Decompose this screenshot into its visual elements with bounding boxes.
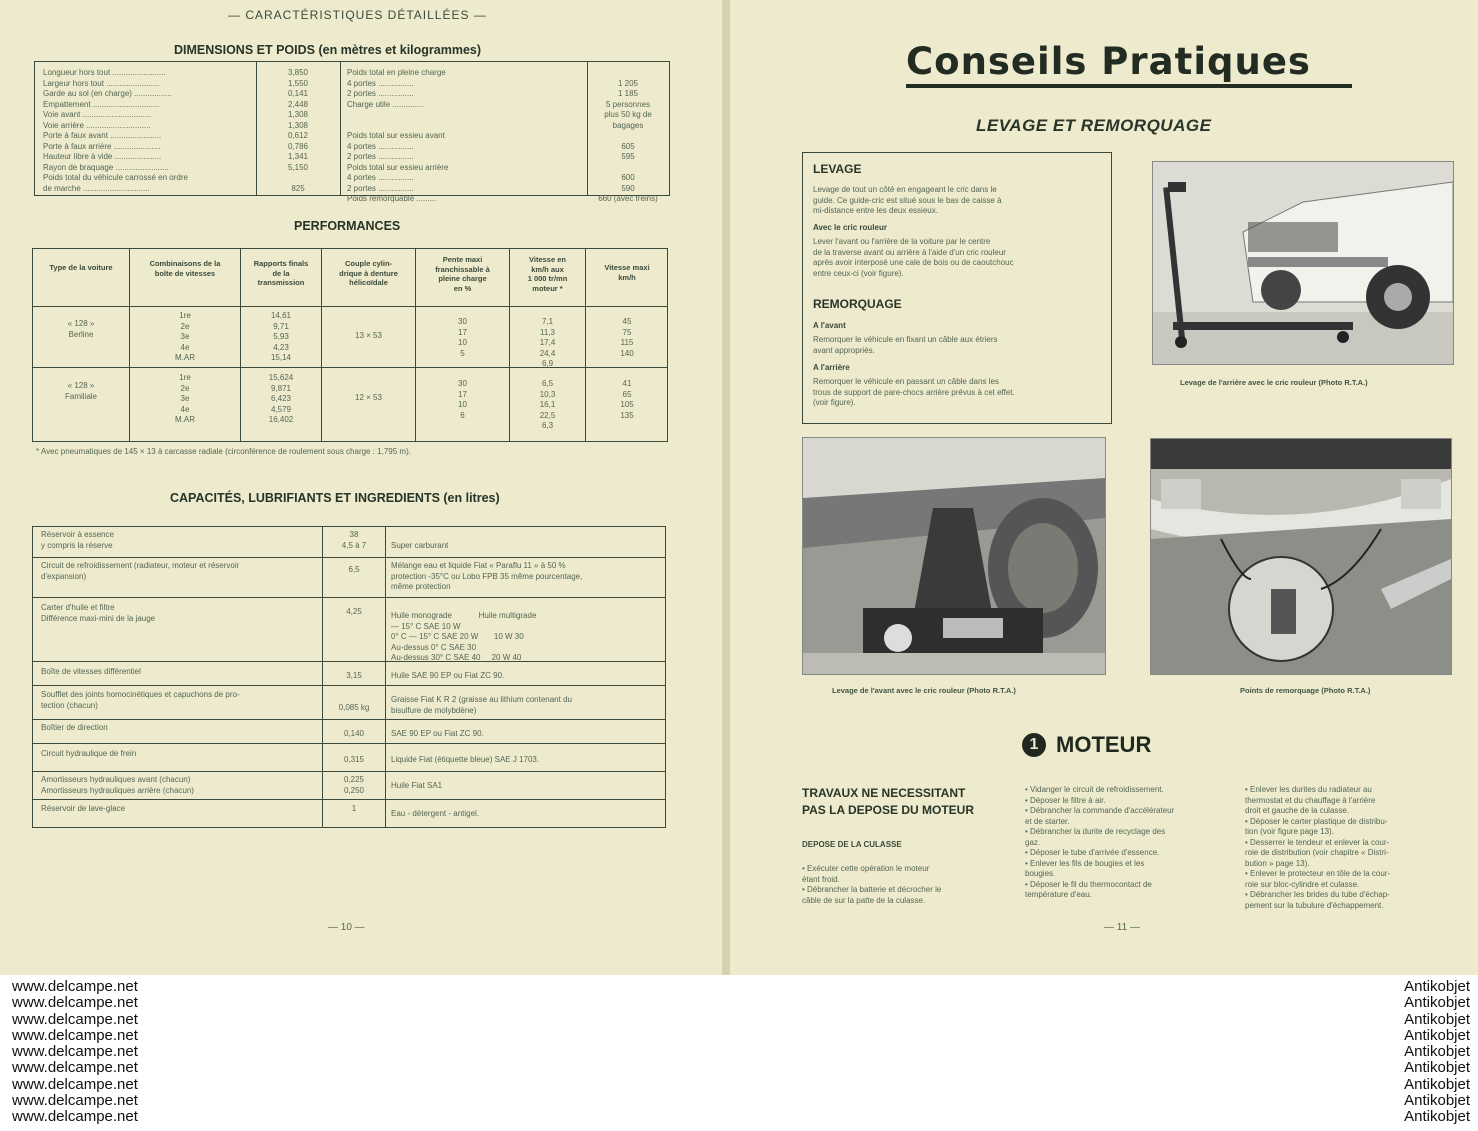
cap-row6-qty: 0,140: [343, 729, 365, 738]
perf-row2-pente: 30 17 10 6: [458, 379, 467, 420]
perf-row2-couple: 12 × 53: [355, 393, 382, 402]
caption-front-lift: Levage de l'avant avec le cric rouleur (Photo R.T.A.): [832, 686, 1016, 695]
cap-row3-label: Carter d'huile et filtre Différence maxi-mini de la jauge: [41, 603, 156, 623]
watermark-antikobjet: Antikobjet Antikobjet Antikobjet Antikobjet Antikobjet Antikobjet Antikobjet Antikobjet Antikobjet: [1404, 978, 1470, 1126]
caption-rear-lift: Levage de l'arrière avec le cric rouleur (Photo R.T.A.): [1180, 378, 1368, 387]
photo-towing-points: [1150, 438, 1452, 675]
cap-row1-label: Réservoir à essence y compris la réserve: [41, 530, 114, 550]
cric-text: Lever l'avant ou l'arrière de la voiture par le centre de la traverse avant ou arrière à l'aide d'un cric rouleur après avoir interposé une cale de bois ou de caoutchouc entre ceux-ci (voir figure).: [813, 237, 1014, 278]
dimensions-title: DIMENSIONS ET POIDS (en mètres et kilogrammes): [174, 43, 482, 57]
performances-title: PERFORMANCES: [294, 219, 401, 233]
page-number-right: — 11 —: [1104, 922, 1140, 933]
perf-row2-type: « 128 » Familiale: [64, 381, 97, 401]
levage-text: Levage de tout un côté en engageant le cric dans le guide. Ce guide-cric est situé sous le bas de caisse à mi-distance entre les deux essieux.: [813, 185, 1002, 215]
capacites-table: [32, 526, 666, 828]
perf-row1-vitesse: 7,1 11,3 17,4 24,4 6,9: [539, 317, 556, 368]
moteur-column-2: • Vidanger le circuit de refroidissement. • Déposer le filtre à air. • Débrancher la commande d'accélérateur et de starter. • Débrancher la durite de recyclage des gaz. • Déposer le tube d'arrivée d'essence. • Enlever les fils de bougies et les bougies. • Déposer le fil du thermocontact de température d'eau.: [1025, 785, 1175, 899]
cap-row2-label: Circuit de refroidissement (radiateur, moteur et réservoir d'expansion): [41, 561, 240, 581]
perf-header-gears: Combinaisons de la boîte de vitesses: [149, 259, 221, 278]
performances-footnote: * Avec pneumatiques de 145 × 13 à carcasse radiale (circonférence de roulement sous charge : 1,795 m).: [36, 447, 411, 456]
cap-row8-qty: 0,225 0,250: [343, 775, 365, 795]
cap-row7-label: Circuit hydraulique de frein: [41, 749, 137, 758]
cap-row5-label: Soufflet des joints homocinétiques et capuchons de pro- tection (chacun): [41, 690, 240, 710]
cric-heading: Avec le cric rouleur: [813, 223, 887, 232]
dims-values-col4: 1 205 1 185 5 personnes plus 50 kg de bagages 605 595 600 590 660 (avec freins): [598, 78, 658, 203]
cap-row9-label: Réservoir de lave-glace: [41, 804, 126, 813]
cap-row4-spec: Huile SAE 90 EP ou Fiat ZC 90.: [391, 671, 505, 680]
cap-row7-spec: Liquide Fiat (étiquette bleue) SAE J 1703.: [391, 755, 540, 764]
page-number-left: — 10 —: [328, 922, 365, 933]
cap-row5-spec: Graisse Fiat K R 2 (graisse au lithium contenant du bisulfure de molybdène): [391, 695, 572, 715]
perf-row2-maxi: 41 65 105 135: [620, 379, 634, 420]
perf-row1-type: « 128 » Berline: [67, 319, 95, 339]
cap-row4-label: Boîte de vitesses différentiel: [41, 667, 141, 676]
remorquage-heading: REMORQUAGE: [813, 297, 902, 311]
perf-header-maxi: Vitesse maxi km/h: [604, 263, 650, 282]
cap-row9-spec: Eau - détergent - antigel.: [391, 809, 480, 818]
perf-header-ratios: Rapports finals de la transmission: [253, 259, 309, 287]
travaux-title: TRAVAUX NE NECESSITANT PAS LA DEPOSE DU MOTEUR: [802, 786, 975, 817]
capacites-title: CAPACITÉS, LUBRIFIANTS ET INGREDIENTS (en litres): [170, 491, 500, 505]
moteur-column-3: • Enlever les durites du radiateur au thermostat et du chauffage à l'arrière droit et gauche de la culasse. • Déposer le carter plastique de distribu- tion (voir figure page 13). • Desserrer le tendeur et enlever la cour- roie de distribution (voir chapitre « Distri- bution » page 13). • Enlever le protecteur en tôle de la cour- roie sur bloc-cylindre et culasse. • Débrancher les brides du tube d'échap- pement sur la tubulure d'échappement.: [1245, 785, 1391, 910]
left-page: [0, 0, 722, 975]
perf-header-couple: Couple cylin- drique à denture hélicoïdale: [339, 259, 398, 287]
cap-row1-qty: 38 4,5 à 7: [341, 530, 367, 550]
avant-heading: A l'avant: [813, 321, 846, 330]
perf-row1-maxi: 45 75 115 140: [620, 317, 634, 358]
photo-rear-lift: [1152, 161, 1454, 365]
cap-row9-qty: 1: [351, 804, 357, 813]
title-underline: [906, 84, 1352, 88]
cap-row8-spec: Huile Fiat SA1: [391, 781, 443, 790]
moteur-title: MOTEUR: [1056, 732, 1152, 757]
cap-row7-qty: 0,315: [343, 755, 365, 764]
running-head: — CARACTÉRISTIQUES DÉTAILLÉES —: [228, 8, 487, 22]
depose-culasse-heading: DEPOSE DE LA CULASSE: [802, 840, 902, 849]
cap-row1-spec: Super carburant: [391, 541, 449, 550]
performances-table: [32, 248, 668, 442]
dims-values-col2: 3,850 1,550 0,141 2,448 1,308 1,308 0,612 0,786 1,341 5,150 825: [287, 68, 309, 193]
page-title: Conseils Pratiques: [906, 40, 1311, 83]
perf-header-type: Type de la voiture: [49, 263, 113, 272]
cap-row3-qty: 4,25: [346, 607, 362, 616]
section-number-badge: 1: [1022, 733, 1046, 757]
cap-row2-qty: 6,5: [348, 565, 360, 574]
cap-row5-qty: 0,085 kg: [338, 703, 370, 712]
section-subtitle: LEVAGE ET REMORQUAGE: [976, 116, 1212, 135]
caption-towing-points: Points de remorquage (Photo R.T.A.): [1240, 686, 1371, 695]
cap-row8-label: Amortisseurs hydrauliques avant (chacun) Amortisseurs hydrauliques arrière (chacun): [41, 775, 194, 795]
perf-row2-vitesse: 6,5 10,3 16,1 22,5 6,3: [539, 379, 556, 430]
perf-row1-pente: 30 17 10 5: [458, 317, 467, 358]
moteur-heading: [1022, 732, 1151, 758]
cap-row2-spec: Mélange eau et liquide Fiat « Paraflu 11 » à 50 % protection -35°C ou Lobo FPB 35 même pourcentage, même protection: [391, 561, 583, 591]
avant-text: Remorquer le véhicule en fixant un câble aux étriers avant appropriés.: [813, 335, 998, 355]
cap-row3-spec: Huile monograde Huile multigrade — 15° C SAE 10 W 0° C — 15° C SAE 20 W 10 W 30 Au-dessus 0° C SAE 30 Au-dessus 30° C SAE 40 20 W 40: [391, 611, 537, 662]
dims-labels-col1: Longueur hors tout ........................ Largeur hors tout ........................ Garde au sol (en charge) ................. Empattement .............................. Voie avant ............................... Voie arrière ............................. Porte à faux avant ....................... Porte à faux arrière ..................... Hauteur libre à vide ..................... Rayon de braquage ........................ Poids total du véhicule carrossé en ordre de marche ..............................: [43, 68, 188, 193]
perf-header-vitesse: Vitesse en km/h aux 1 000 tr/mn moteur *: [527, 255, 568, 293]
dimensions-table: [34, 61, 670, 203]
dims-labels-col3: Poids total en pleine charge 4 portes ................ 2 portes ................ Charge utile .............. Poids total sur essieu avant 4 portes ................ 2 portes ................ Poids total sur essieu arrière 4 portes ................ 2 portes ................ Poids remorquable .........: [347, 68, 449, 203]
levage-remorquage-box: [802, 152, 1112, 424]
arriere-heading: A l'arrière: [813, 363, 850, 372]
cap-row6-spec: SAE 90 EP ou Fiat ZC 90.: [391, 729, 484, 738]
watermark-delcampe: www.delcampe.net www.delcampe.net www.delcampe.net www.delcampe.net www.delcampe.net www.delcampe.net www.delcampe.net www.delcampe.net www.delcampe.net: [12, 978, 138, 1126]
levage-heading: LEVAGE: [813, 162, 862, 176]
photo-front-lift: [802, 437, 1106, 675]
perf-row2-ratios: 15,624 9,871 6,423 4,579 16,402: [268, 373, 294, 424]
cap-row4-qty: 3,15: [346, 671, 362, 680]
perf-row2-gears: 1re 2e 3e 4e M.AR: [175, 373, 195, 424]
binding-gutter: [722, 0, 730, 975]
perf-row1-gears: 1re 2e 3e 4e M.AR: [175, 311, 195, 362]
perf-row1-couple: 13 × 53: [355, 331, 382, 340]
perf-row1-ratios: 14,61 9,71 5,93 4,23 15,14: [270, 311, 292, 362]
perf-header-pente: Pente maxi franchissable à pleine charge en %: [435, 255, 490, 293]
depose-culasse-text: • Exécuter cette opération le moteur étant froid. • Débrancher la batterie et décrocher le câble de sur la patte de la culasse.: [802, 864, 942, 905]
arriere-text: Remorquer le véhicule en passant un câble dans les trous de support de pare-chocs arrière prévus à cet effet. (voir figure).: [813, 377, 1015, 407]
cap-row6-label: Boîtier de direction: [41, 723, 108, 732]
